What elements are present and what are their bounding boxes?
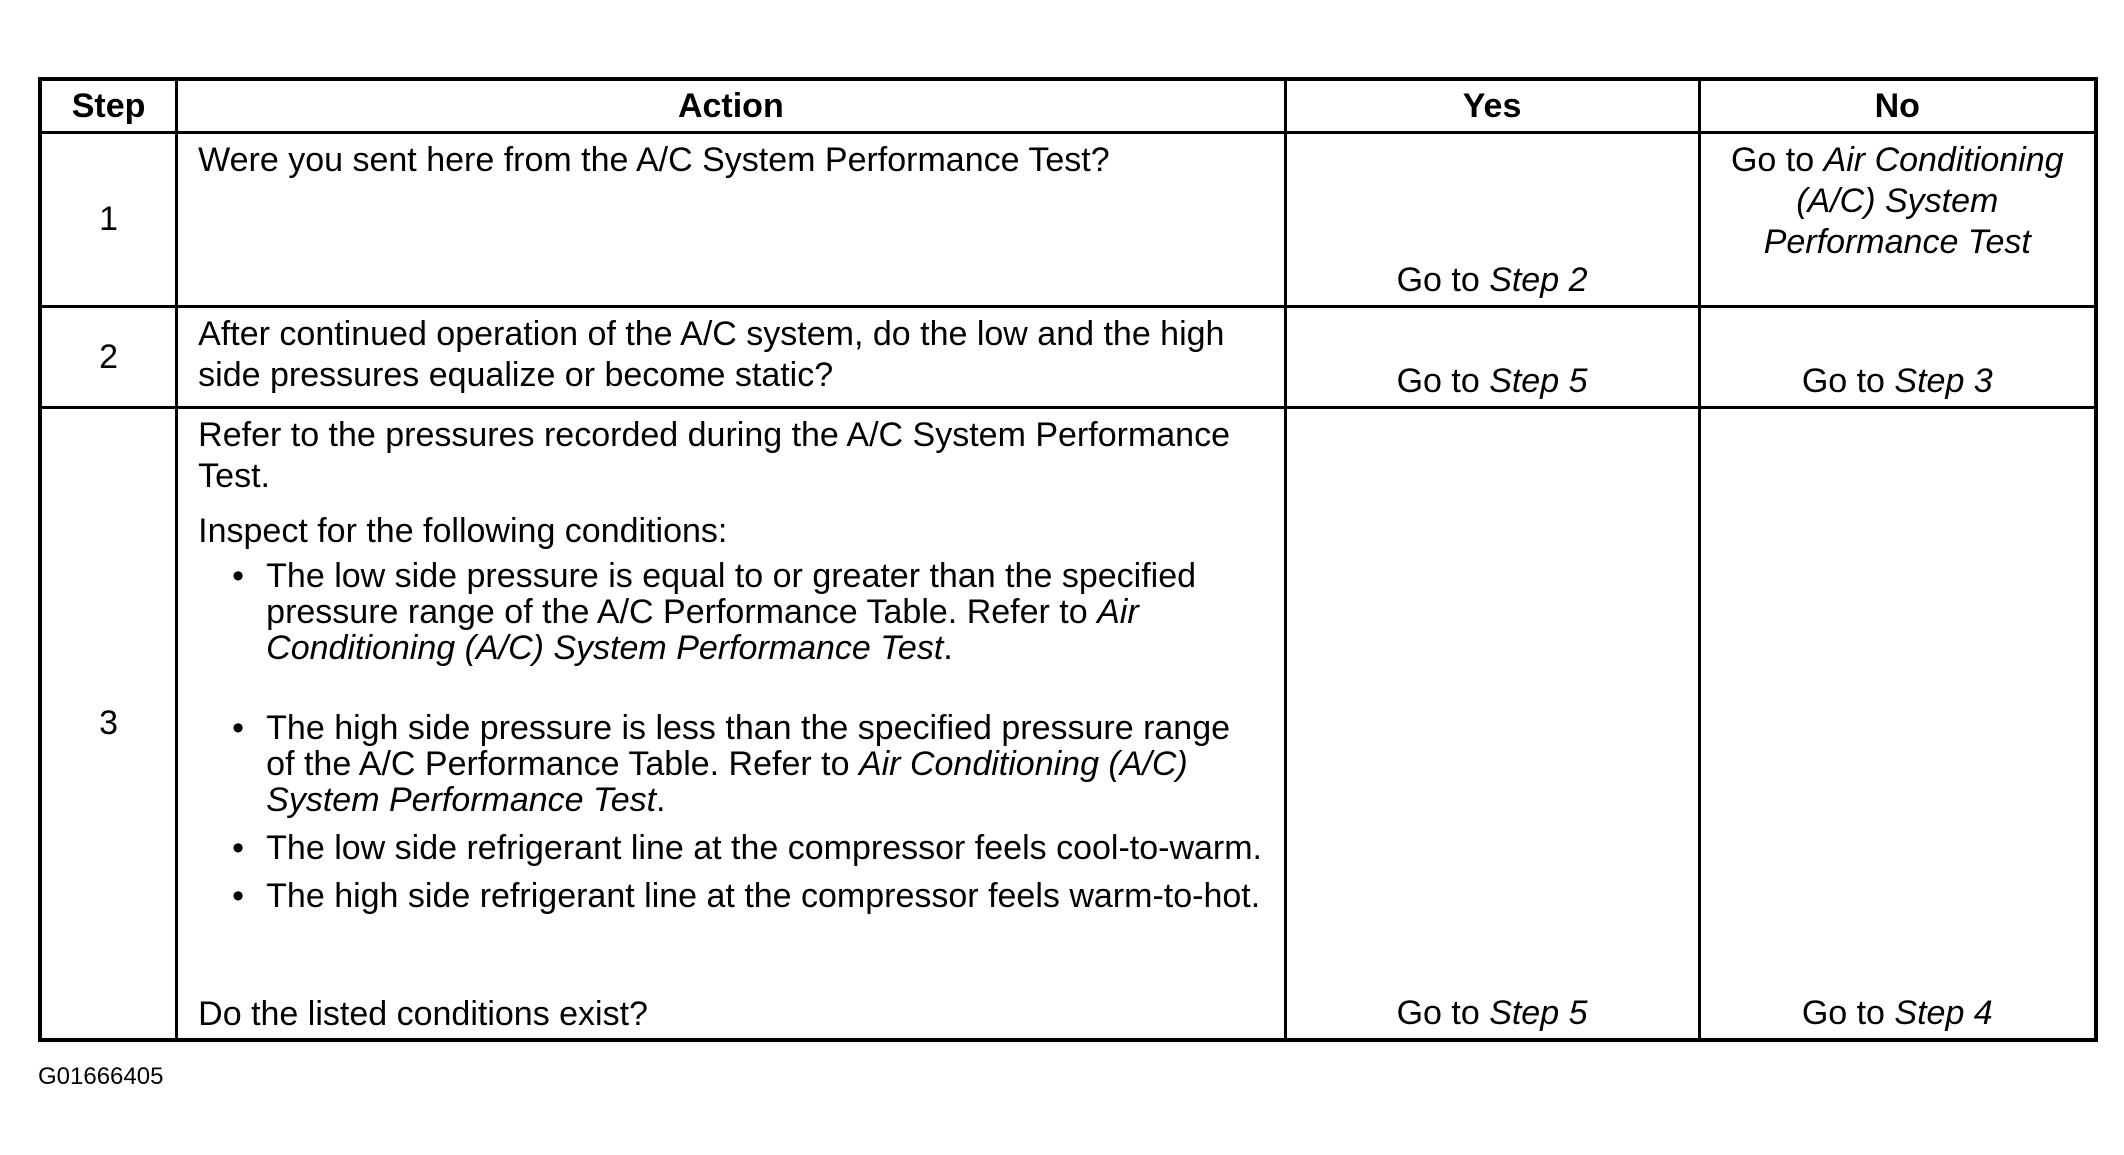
step-number: 2 <box>40 307 177 408</box>
condition-end: . <box>943 629 953 667</box>
table-row-step-3 <box>40 408 2096 1040</box>
yes-goto-target: Step 2 <box>1489 261 1588 299</box>
no-goto-target: Step 3 <box>1894 362 1993 400</box>
header-yes: Yes <box>1285 79 1699 133</box>
condition-end: . <box>656 781 666 819</box>
header-no: No <box>1699 79 2096 133</box>
no-goto-prefix: Go to <box>1801 993 1895 1032</box>
list-item <box>198 830 1263 866</box>
table-row-step-1 <box>40 133 2096 307</box>
header-action: Action <box>177 79 1285 133</box>
condition-reference: Air Conditioning (A/C) System Performance Test <box>266 593 1139 667</box>
list-item <box>198 710 1263 818</box>
bullet-icon: • <box>232 877 245 915</box>
table-row-step-2 <box>40 307 2096 408</box>
no-result <box>1699 307 2096 408</box>
no-goto-prefix: Go to <box>1801 362 1895 400</box>
condition-text: The high side pressure is less than the specified pressure range of the A/C Performance Table. Refer to <box>266 709 1231 783</box>
action-text <box>177 133 1285 307</box>
action-lead: Inspect for the following conditions: <box>198 512 728 550</box>
list-item <box>198 878 1263 914</box>
action-question: Do the listed conditions exist? <box>198 995 648 1033</box>
condition-text: The low side pressure is equal to or greater than the specified pressure range of the A/C Performance Table. Refer to <box>266 557 1197 631</box>
yes-result <box>1285 133 1699 307</box>
condition-text: The high side refrigerant line at the compressor feels warm-to-hot. <box>266 877 1261 915</box>
step-number: 3 <box>40 408 177 1040</box>
action-question: After continued operation of the A/C system, do the low and the high side pressures equalize or become static? <box>198 315 1225 394</box>
no-goto-prefix: Go to <box>1730 141 1824 179</box>
condition-reference: Air Conditioning (A/C) System Performance Test <box>266 745 1188 819</box>
no-goto-target: Air Conditioning (A/C) System Performance Test <box>1763 141 2064 261</box>
step-number: 1 <box>40 133 177 307</box>
yes-goto-prefix: Go to <box>1396 993 1490 1032</box>
yes-goto-prefix: Go to <box>1396 362 1490 400</box>
action-content <box>198 415 1263 1033</box>
diagnostic-table <box>38 77 2098 1042</box>
yes-goto-target: Step 5 <box>1489 993 1588 1032</box>
no-result <box>1699 133 2096 307</box>
header-step: Step <box>40 79 177 133</box>
yes-goto-target: Step 5 <box>1489 362 1588 400</box>
bullet-icon: • <box>232 557 245 595</box>
yes-result <box>1285 408 1699 1040</box>
no-result <box>1699 408 2096 1040</box>
action-text <box>177 408 1285 1040</box>
no-goto-target: Step 4 <box>1894 993 1993 1032</box>
yes-goto-prefix: Go to <box>1396 261 1490 299</box>
conditions-list <box>198 558 1263 914</box>
bullet-icon: • <box>232 709 245 747</box>
action-text <box>177 307 1285 408</box>
yes-result <box>1285 307 1699 408</box>
action-question: Were you sent here from the A/C System Performance Test? <box>198 141 1110 179</box>
list-item <box>198 558 1263 666</box>
table-header-row <box>40 79 2096 133</box>
action-intro: Refer to the pressures recorded during the A/C System Performance Test. <box>198 416 1230 495</box>
bullet-icon: • <box>232 829 245 867</box>
condition-text: The low side refrigerant line at the compressor feels cool-to-warm. <box>266 829 1263 867</box>
figure-id: G01666405 <box>38 1063 164 1090</box>
